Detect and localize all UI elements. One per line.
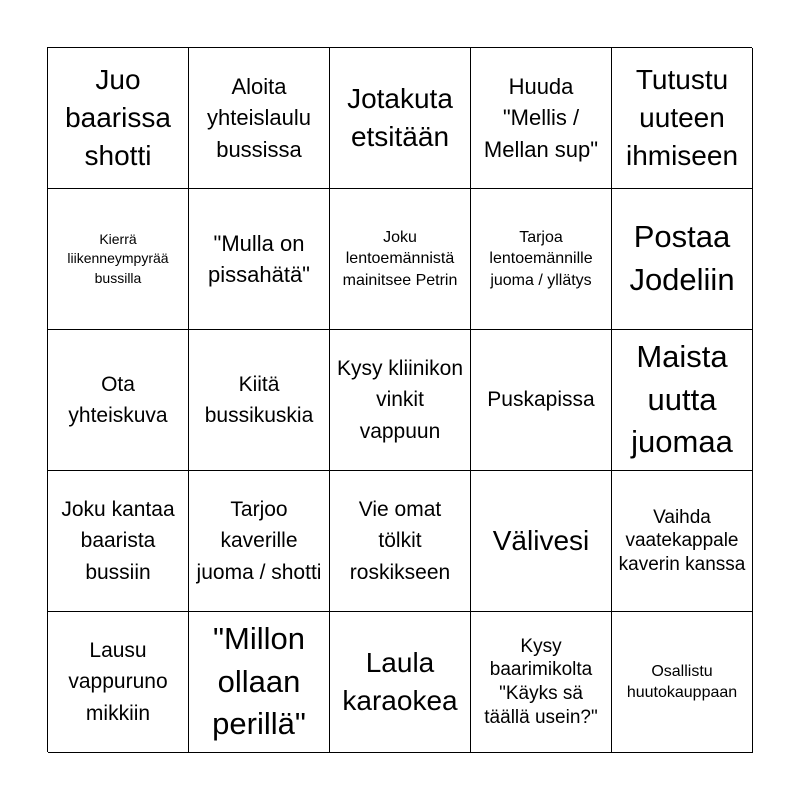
bingo-cell-r4-c5[interactable]: Vaihda vaatekappale kaverin kanssa [612,471,753,612]
bingo-cell-r3-c4[interactable]: Puskapissa [471,330,612,471]
bingo-cell-r5-c4[interactable]: Kysy baarimikolta "Käyks sä täällä usein?" [471,612,612,753]
bingo-cell-r4-c2[interactable]: Tarjoo kaverille juoma / shotti [189,471,330,612]
bingo-cell-r1-c1[interactable]: Juo baarissa shotti [48,48,189,189]
bingo-cell-r4-c1[interactable]: Joku kantaa baarista bussiin [48,471,189,612]
bingo-cell-r1-c5[interactable]: Tutustu uuteen ihmiseen [612,48,753,189]
bingo-cell-r1-c2[interactable]: Aloita yhteislaulu bussissa [189,48,330,189]
bingo-cell-r3-c1[interactable]: Ota yhteiskuva [48,330,189,471]
bingo-cell-r5-c5[interactable]: Osallistu huutokauppaan [612,612,753,753]
bingo-cell-r2-c4[interactable]: Tarjoa lentoemännille juoma / yllätys [471,189,612,330]
bingo-cell-r3-c2[interactable]: Kiitä bussikuskia [189,330,330,471]
bingo-cell-r5-c2[interactable]: "Millon ollaan perillä" [189,612,330,753]
bingo-cell-r2-c1[interactable]: Kierrä liikenneympyrää bussilla [48,189,189,330]
bingo-cell-r5-c3[interactable]: Laula karaokea [330,612,471,753]
bingo-cell-r2-c2[interactable]: "Mulla on pissahätä" [189,189,330,330]
bingo-cell-r4-c4[interactable]: Välivesi [471,471,612,612]
bingo-cell-r5-c1[interactable]: Lausu vappuruno mikkiin [48,612,189,753]
bingo-cell-r2-c3[interactable]: Joku lentoemännistä mainitsee Petrin [330,189,471,330]
bingo-cell-r1-c4[interactable]: Huuda "Mellis / Mellan sup" [471,48,612,189]
bingo-cell-r3-c5[interactable]: Maista uutta juomaa [612,330,753,471]
bingo-cell-r3-c3[interactable]: Kysy kliinikon vinkit vappuun [330,330,471,471]
bingo-cell-r4-c3[interactable]: Vie omat tölkit roskikseen [330,471,471,612]
bingo-cell-r2-c5[interactable]: Postaa Jodeliin [612,189,753,330]
bingo-board [47,47,752,752]
bingo-cell-r1-c3[interactable]: Jotakuta etsitään [330,48,471,189]
